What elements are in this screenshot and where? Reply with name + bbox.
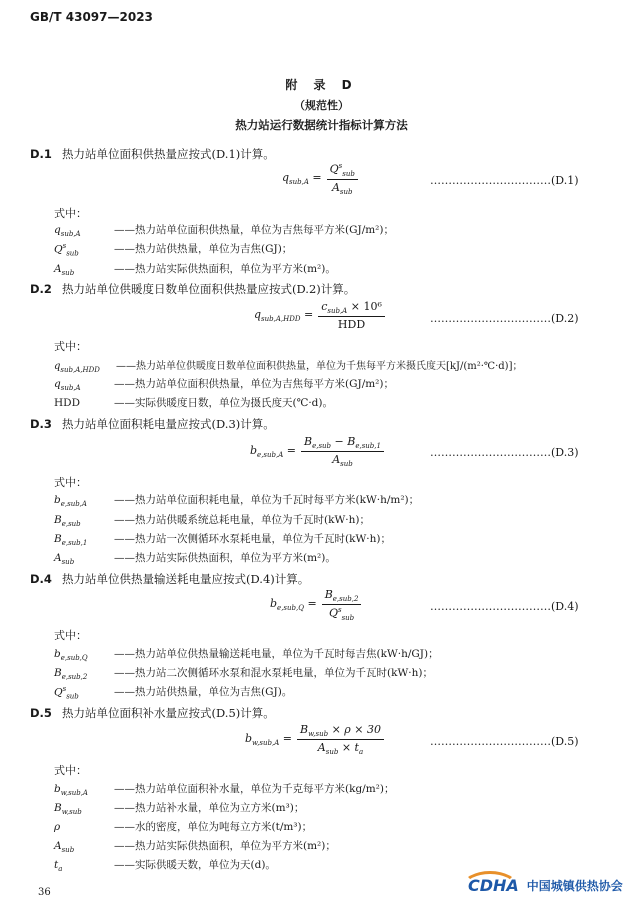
appendix-normative: （规范性） bbox=[294, 99, 349, 112]
section-d5 bbox=[30, 705, 275, 721]
equation-d2: $q_{sub,A,HDD}$ = $\frac{c_{sub,A} \times 10^6}{\text{HDD}}$ bbox=[254, 300, 385, 331]
definition-row: $b_{e,sub,A}$ ——热力站单位面积耗电量，单位为千瓦时每平方米(kW·h/m²)； bbox=[54, 494, 420, 509]
definition-row: $q_{sub,A,HDD}$ ——热力站单位供暖度日数单位面积供热量，单位为千焦每平方米摄氏度天[kJ/(m²·℃·d)]； bbox=[54, 361, 523, 374]
section-number: D.3 bbox=[30, 417, 52, 431]
where-label: 式中： bbox=[54, 629, 87, 642]
where-label: 式中： bbox=[54, 340, 87, 353]
definition-row: HDD ——实际供暖度日数，单位为摄氏度天(℃·d)。 bbox=[54, 397, 333, 409]
definition-row: $b_{e,sub,Q}$ ——热力站单位供热量输送耗电量，单位为千瓦时每吉焦(kW·h/GJ)； bbox=[54, 648, 439, 663]
equation-number: ……………………………(D.4) bbox=[430, 600, 579, 613]
equation-d4: $b_{e,sub,Q}$ = $\frac{B_{e,sub,2}}{Q^s_{sub}}$ bbox=[270, 588, 361, 622]
logo-text: 中国城镇供热协会 bbox=[526, 879, 623, 893]
equation-number: ……………………………(D.3) bbox=[430, 446, 579, 459]
where-label: 式中： bbox=[54, 764, 87, 777]
appendix-heading: 热力站运行数据统计指标计算方法 bbox=[235, 118, 408, 132]
section-d4 bbox=[30, 571, 309, 587]
section-number: D.5 bbox=[30, 706, 52, 720]
equation-d5: $b_{w,sub,A}$ = $\frac{B_{w,sub} \times \rho \times 30}{A_{sub} \times t_a}$ bbox=[245, 723, 384, 756]
standard-code: GB/T 43097—2023 bbox=[30, 10, 153, 24]
definition-row: $B_{e,sub}$ ——热力站供暖系统总耗电量，单位为千瓦时(kW·h)； bbox=[54, 514, 370, 529]
definition-row: ρ ——水的密度，单位为吨每立方米(t/m³)； bbox=[54, 821, 313, 833]
where-label: 式中： bbox=[54, 207, 87, 220]
definition-row: $t_a$ ——实际供暖天数，单位为天(d)。 bbox=[54, 859, 276, 874]
equation-d3: $b_{e,sub,A}$ = $\frac{B_{e,sub} - B_{e,sub,1}}{A_{sub}}$ bbox=[250, 435, 384, 468]
definition-row: $q_{sub,A}$ ——热力站单位面积供热量，单位为吉焦每平方米(GJ/m²)； bbox=[54, 378, 394, 393]
section-text: 热力站单位供暖度日数单位面积供热量应按式(D.2)计算。 bbox=[62, 282, 356, 296]
definition-row: $Q^s_{sub}$ ——热力站供热量，单位为吉焦(GJ)。 bbox=[54, 684, 293, 701]
definition-row: $A_{sub}$ ——热力站实际供热面积，单位为平方米(m²)； bbox=[54, 840, 336, 855]
section-text: 热力站单位供热量输送耗电量应按式(D.4)计算。 bbox=[62, 572, 310, 586]
where-label: 式中： bbox=[54, 476, 87, 489]
definition-row: $Q^s_{sub}$ ——热力站供热量，单位为吉焦(GJ)； bbox=[54, 241, 293, 258]
section-d1 bbox=[30, 146, 275, 162]
equation-number: ……………………………(D.2) bbox=[430, 312, 579, 325]
appendix-title: 附 录 D bbox=[285, 78, 358, 92]
definition-row: $B_{w,sub}$ ——热力站补水量，单位为立方米(m³)； bbox=[54, 802, 305, 817]
definition-row: $A_{sub}$ ——热力站实际供热面积，单位为平方米(m²)。 bbox=[54, 263, 336, 278]
equation-number: ……………………………(D.1) bbox=[430, 174, 579, 187]
section-number: D.4 bbox=[30, 572, 52, 586]
section-text: 热力站单位面积补水量应按式(D.5)计算。 bbox=[62, 706, 275, 720]
definition-row: $q_{sub,A}$ ——热力站单位面积供热量，单位为吉焦每平方米(GJ/m²)； bbox=[54, 224, 394, 239]
definition-row: $b_{w,sub,A}$ ——热力站单位面积补水量，单位为千克每平方米(kg/m²)； bbox=[54, 783, 395, 798]
association-logo bbox=[468, 876, 623, 895]
page-number: 36 bbox=[38, 887, 51, 898]
equation-d1: $q_{sub,A}$ = $\frac{Q^s_{sub}}{A_{sub}}$ bbox=[282, 162, 358, 196]
definition-row: $A_{sub}$ ——热力站实际供热面积，单位为平方米(m²)。 bbox=[54, 552, 336, 567]
section-text: 热力站单位面积供热量应按式(D.1)计算。 bbox=[62, 147, 275, 161]
section-d3 bbox=[30, 416, 275, 432]
cdha-logo-icon: CDHA bbox=[468, 876, 519, 895]
section-number: D.2 bbox=[30, 282, 52, 296]
equation-number: ……………………………(D.5) bbox=[430, 735, 579, 748]
definition-row: $B_{e,sub,2}$ ——热力站二次侧循环水泵和混水泵耗电量，单位为千瓦时(kW·h)； bbox=[54, 667, 433, 682]
section-text: 热力站单位面积耗电量应按式(D.3)计算。 bbox=[62, 417, 275, 431]
section-number: D.1 bbox=[30, 147, 52, 161]
definition-row: $B_{e,sub,1}$ ——热力站一次侧循环水泵耗电量，单位为千瓦时(kW·h)； bbox=[54, 533, 391, 548]
section-d2 bbox=[30, 281, 355, 297]
